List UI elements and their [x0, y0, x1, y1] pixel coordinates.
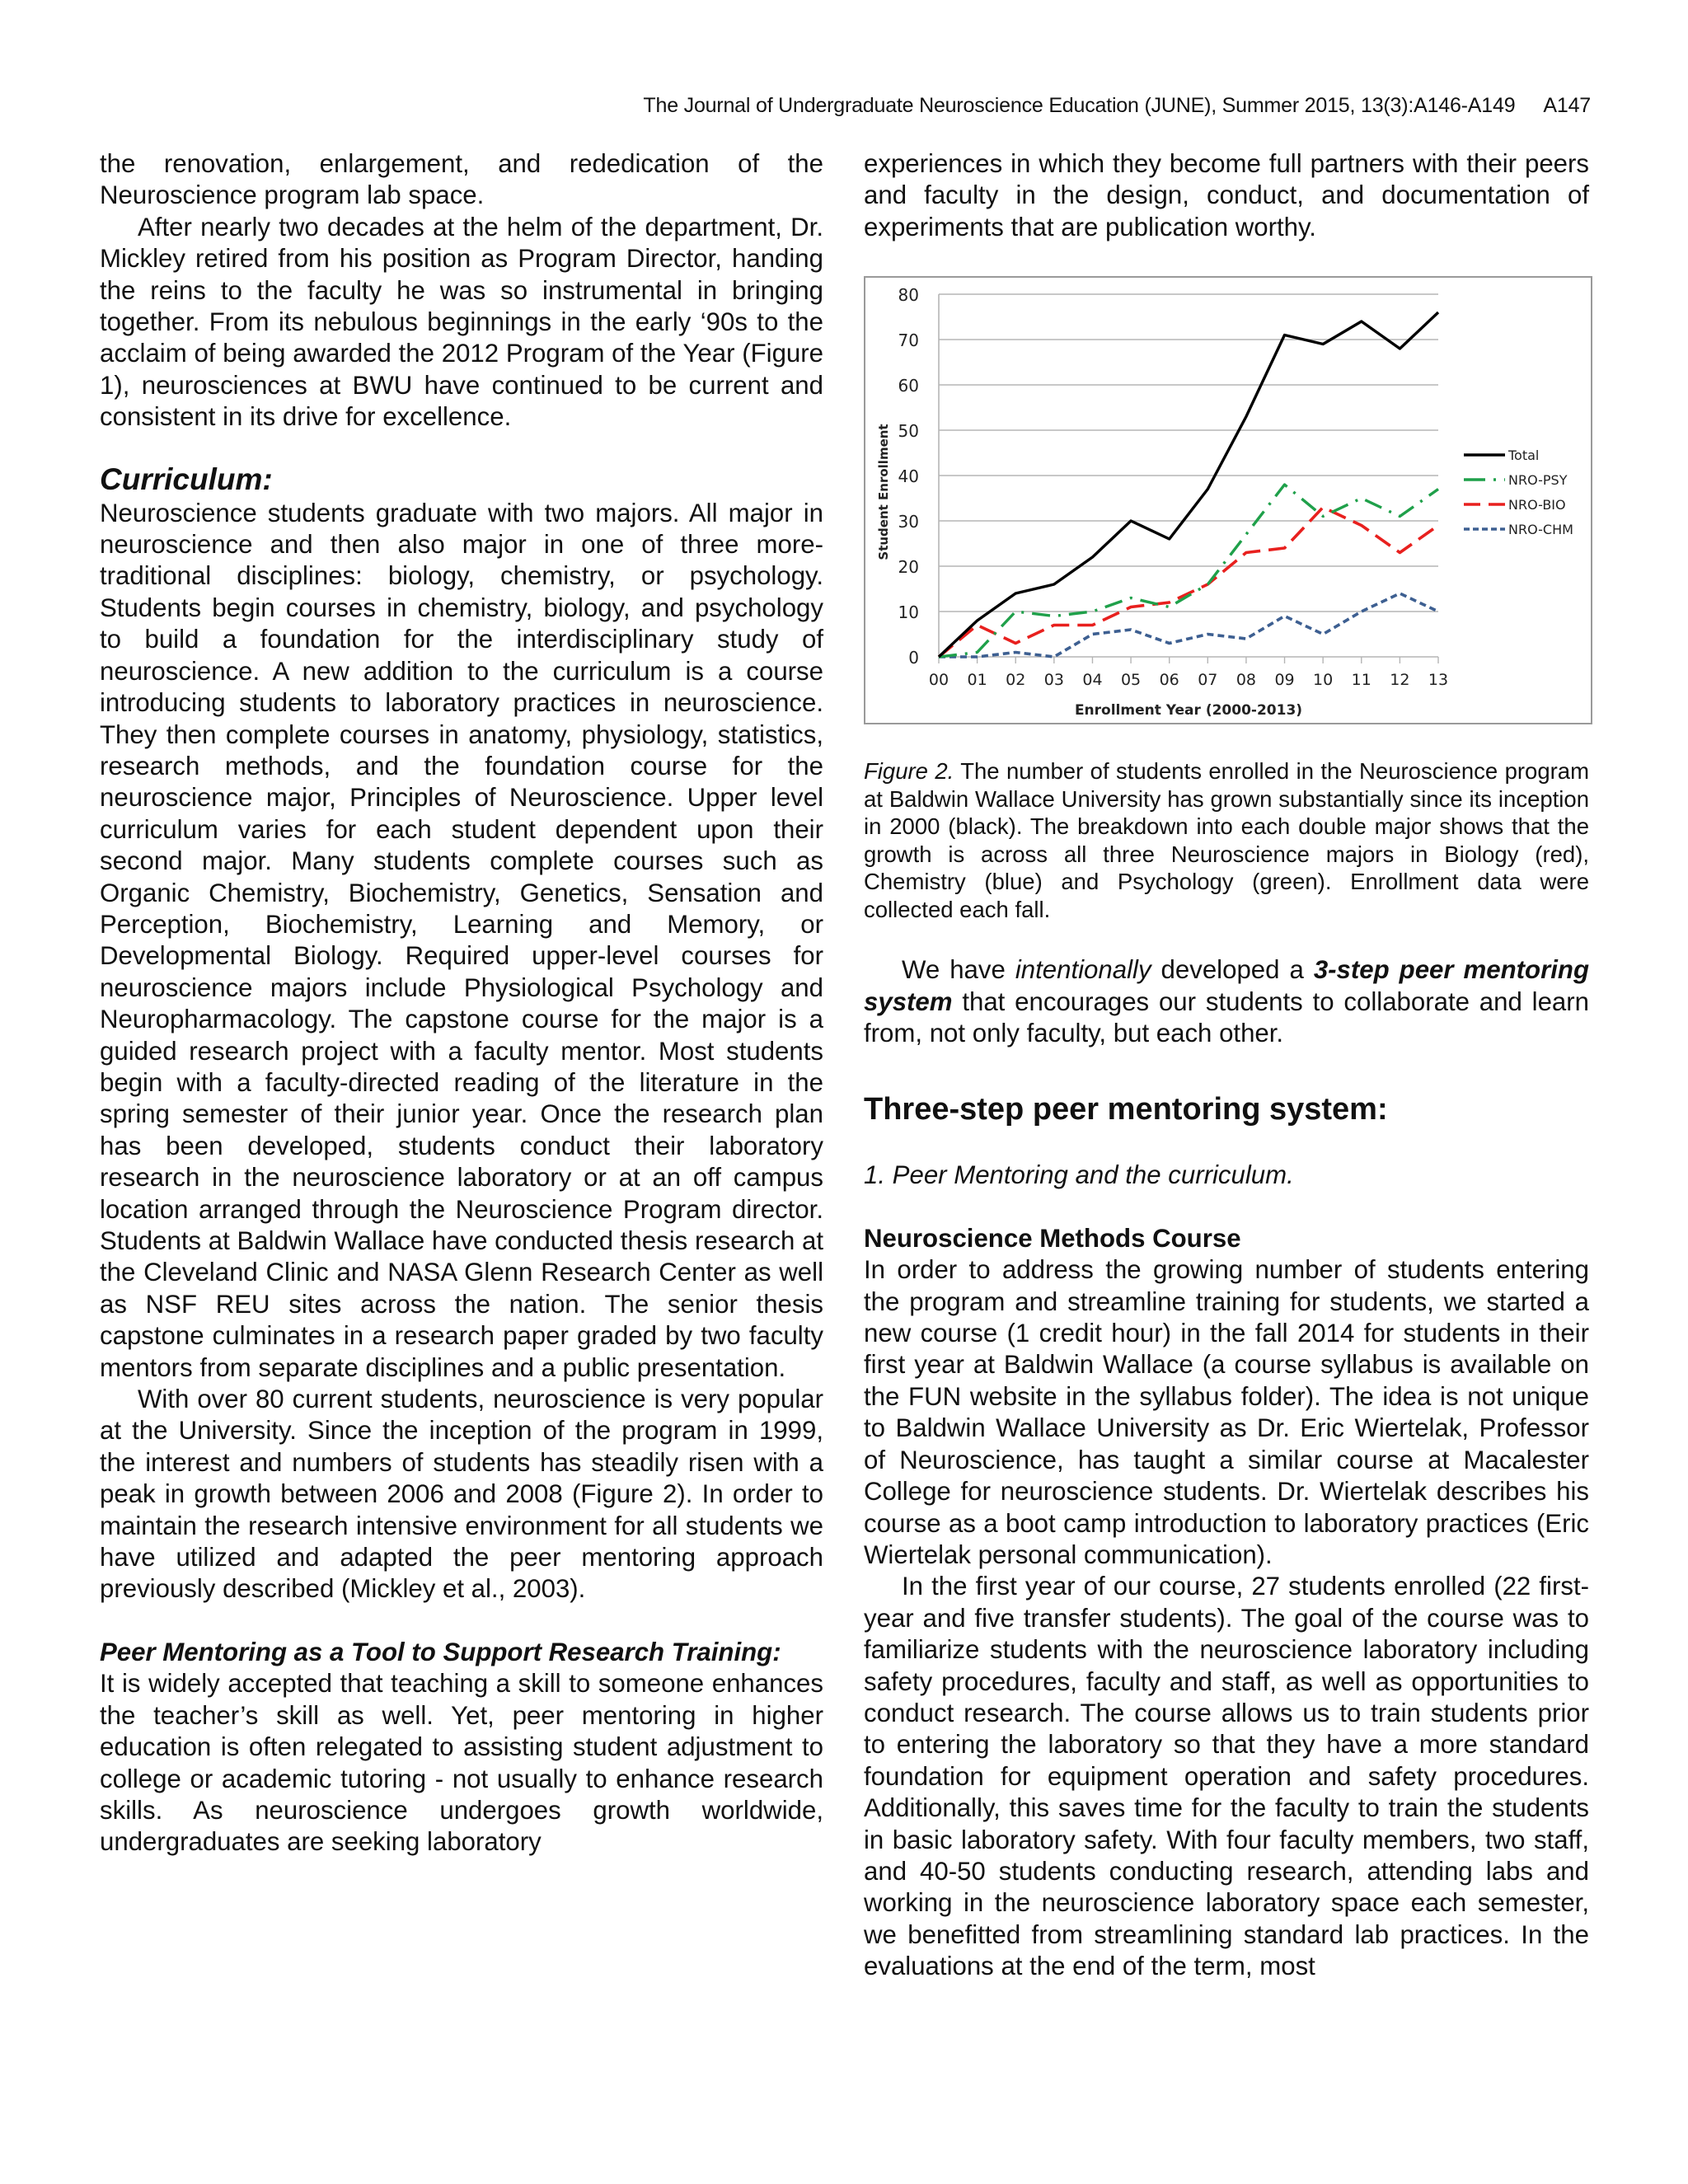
text-run: developed a	[1151, 955, 1314, 985]
journal-citation: The Journal of Undergraduate Neuroscience Education (JUNE), Summer 2015, 13(3):A146-A149	[643, 94, 1516, 117]
paragraph: With over 80 current students, neuroscience is very popular at the University. Since the inception of the program in 1999, the interest and numbers of students has steadily risen with a peak in growth between 2006 and 2008 (Figure 2). In order to maintain the research intensive environment for all students we have utilized and adapted the peer mentoring approach previously described (Mickley et al., 2003).	[100, 1385, 823, 1604]
y-tick-label: 80	[898, 285, 919, 306]
paragraph: Neuroscience students graduate with two majors. All major in neuroscience and then also major in one of three more-traditional disciplines: biology, chemistry, or psychology. Students begin courses in chemistry, biology, and psychology to build a foundation for the interdisciplinary study of neuroscience. A new addition to the curriculum is a course introducing students to laboratory practices in neuroscience. They then complete courses in anatomy, physiology, statistics, research methods, and the foundation course for the neuroscience major, Principles of Neuroscience. Upper level curriculum varies for each student dependent upon their second major. Many students complete courses such as Organic Chemistry, Biochemistry, Genetics, Sensation and Perception, Biochemistry, Learning and Memory, or Developmental Biology. Required upper-level courses for neuroscience majors include Physiological Psychology and Neuropharmacology. The capstone course for the major is a guided research project with a faculty mentor. Most students begin with a faculty-directed reading of the literature in the spring semester of their junior year. Once the research plan has been developed, students conduct their laboratory research in the neuroscience laboratory or at an off campus location arranged through the Neuroscience Program director. Students at Baldwin Wallace have conducted thesis research at the Cleveland Clinic and NASA Glenn Research Center as well as NSF REU sites across the nation. The senior thesis capstone culminates in a research paper graded by two faculty mentors from separate disciplines and a public presentation.	[100, 498, 823, 1382]
text-run: that encourages our students to collaborate and learn from, not only faculty, but each other.	[864, 987, 1589, 1048]
x-tick-label: 12	[1390, 671, 1410, 690]
y-axis-label: Student Enrollment	[876, 424, 891, 560]
x-tick-label: 10	[1313, 671, 1334, 690]
legend-label-nro-psy: NRO-PSY	[1508, 472, 1568, 489]
series-line-nro-bio	[939, 508, 1438, 658]
x-tick-label: 07	[1198, 671, 1218, 690]
x-tick-label: 02	[1006, 671, 1026, 690]
y-tick-label: 10	[898, 602, 919, 623]
paragraph: It is widely accepted that teaching a skill to someone enhances the teacher’s skill as well. Yet, peer mentoring in higher education is often relegated to assisting student adjustment to college or academic tutoring - not usually to enhance research skills. As neuroscience undergoes growth worldwide, undergraduates are seeking laboratory	[100, 1669, 823, 1857]
x-tick-label: 08	[1236, 671, 1257, 690]
figure-caption	[864, 757, 1589, 923]
emphasis-text: intentionally	[1015, 955, 1151, 985]
y-tick-label: 20	[898, 557, 919, 578]
running-head	[495, 94, 1591, 118]
paragraph: After nearly two decades at the helm of the department, Dr. Mickley retired from his position as Program Director, handing the reins to the faculty he was so instrumental in bringing together. From its nebulous beginnings in the early ‘90s to the acclaim of being awarded the 2012 Program of the Year (Figure 1), neurosciences at BWU have continued to be current and consistent in its drive for excellence.	[100, 212, 823, 432]
text-run: We have	[902, 955, 1015, 985]
subsection-heading-methods-course: Neuroscience Methods Course	[864, 1223, 1241, 1253]
legend-label-nro-chm: NRO-CHM	[1508, 522, 1573, 538]
paragraph: In order to address the growing number of students entering the program and streamline training for students, we started a new course (1 credit hour) in the fall 2014 for students in their first year at Baldwin Wallace (a course syllabus is available on the FUN website in the syllabus folder). The idea is not unique to Baldwin Wallace University as Dr. Eric Wiertelak, Professor of Neuroscience, has taught a similar course at Macalester College for neuroscience students. Dr. Wiertelak describes his course as a boot camp introduction to laboratory practices (Eric Wiertelak personal communication).	[864, 1255, 1589, 1569]
figure-caption-text: The number of students enrolled in the Neuroscience program at Baldwin Wallace University has grown substantially since its inception in 2000 (black). The breakdown into each double major shows that the growth is across all three Neuroscience majors in Biology (red), Chemistry (blue) and Psychology (green). Enrollment data were collected each fall.	[864, 758, 1589, 922]
enrollment-line-chart	[865, 278, 1591, 723]
section-heading-peer-mentoring: Peer Mentoring as a Tool to Support Research Training:	[100, 1637, 781, 1666]
section-heading-curriculum: Curriculum:	[100, 462, 273, 496]
paragraph: the renovation, enlargement, and rededication of the Neuroscience program lab space.	[100, 149, 823, 210]
paragraph: In the first year of our course, 27 students enrolled (22 first-year and five transfer students). The goal of the course was to familiarize students with the neuroscience laboratory including safety procedures, faculty and staff, as well as opportunities to conduct research. The course allows us to train students prior to entering the laboratory so that they have a more standard foundation for equipment operation and safety procedures. Additionally, this saves time for the faculty to train the students in basic laboratory safety. With four faculty members, two staff, and 40-50 students conducting research, attending labs and working in the neuroscience laboratory space each semester, we benefitted from streamlining standard lab practices. In the evaluations at the end of the term, most	[864, 1572, 1589, 1981]
y-tick-label: 30	[898, 512, 919, 532]
series-line-total	[939, 312, 1438, 657]
legend-label-nro-bio: NRO-BIO	[1508, 497, 1566, 513]
x-tick-label: 06	[1159, 671, 1179, 690]
x-axis-label: Enrollment Year (2000-2013)	[1074, 702, 1303, 719]
x-tick-label: 04	[1082, 671, 1103, 690]
step-heading: 1. Peer Mentoring and the curriculum.	[864, 1160, 1294, 1190]
legend-label-total: Total	[1508, 448, 1540, 464]
x-tick-label: 00	[928, 671, 950, 690]
paragraph: experiences in which they become full partners with their peers and faculty in the design, conduct, and documentation of experiments that are publication worthy.	[864, 149, 1589, 241]
x-tick-label: 09	[1274, 671, 1295, 690]
series-line-nro-chm	[939, 593, 1438, 657]
page-number: A147	[1543, 94, 1591, 117]
x-tick-label: 05	[1120, 671, 1142, 690]
y-tick-label: 40	[898, 466, 919, 487]
y-tick-label: 70	[898, 330, 919, 351]
x-tick-label: 03	[1043, 671, 1064, 690]
left-column	[100, 148, 823, 1858]
figure-label: Figure 2.	[864, 758, 954, 785]
right-column	[864, 148, 1589, 1983]
strong-emphasis-text: 3-step peer mentoring system	[864, 955, 1589, 1016]
paragraph	[864, 954, 1589, 1049]
figure-2-chart	[864, 276, 1592, 724]
x-tick-label: 11	[1351, 671, 1372, 690]
y-tick-label: 60	[898, 376, 919, 396]
y-tick-label: 50	[898, 421, 919, 442]
x-tick-label: 01	[967, 671, 987, 690]
y-tick-label: 0	[908, 648, 919, 668]
x-tick-label: 13	[1428, 671, 1449, 690]
series-line-nro-psy	[939, 485, 1438, 657]
section-heading-three-step: Three-step peer mentoring system:	[864, 1092, 1388, 1127]
